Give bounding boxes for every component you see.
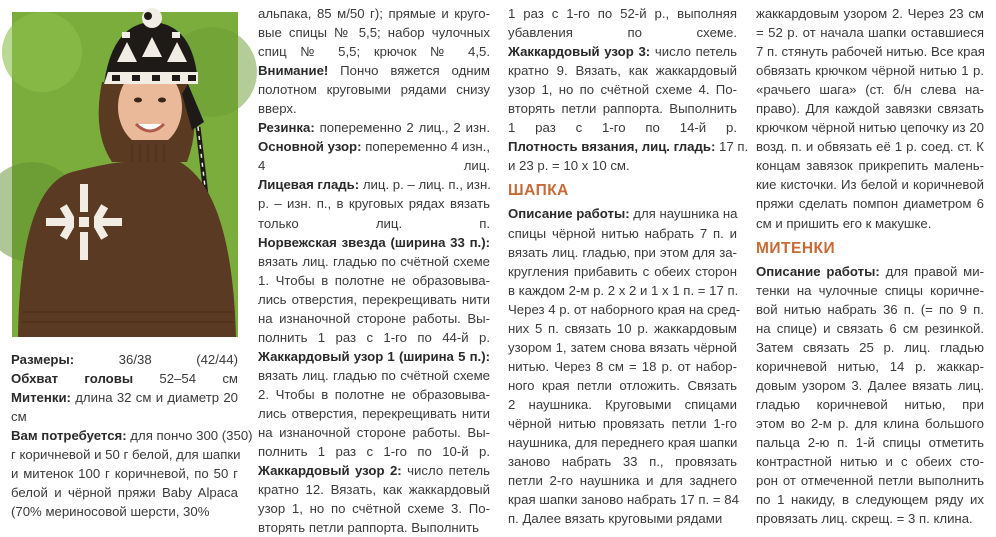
text-run: вязать лиц. гладью, при этом для за- xyxy=(508,244,737,260)
text-run: полнить 1 раз с 1-го по 44-й р. xyxy=(258,329,490,345)
text-line xyxy=(756,281,984,300)
text-run: 1 раз с 1-го по 52-й р., выполняя xyxy=(508,6,737,21)
text-line xyxy=(756,4,984,23)
text-line xyxy=(258,252,490,271)
bold-label: Резинка: xyxy=(258,120,315,136)
text-run: 1. Чтобы в полотне не образовыва- xyxy=(258,272,490,288)
text-line xyxy=(756,42,984,61)
text-run: число петель xyxy=(650,44,737,60)
text-line xyxy=(756,137,984,156)
text-line xyxy=(756,452,984,471)
bold-label: Жаккардовый узор 2: xyxy=(258,463,402,479)
text-run: рон от отмеченной петли выполнить xyxy=(756,473,984,489)
text-line xyxy=(756,99,984,118)
product-photo xyxy=(12,12,238,337)
text-line xyxy=(756,300,984,319)
text-line xyxy=(508,224,737,243)
text-line xyxy=(258,309,490,328)
text-line xyxy=(756,214,984,233)
text-run: крючком чёрной нитью цепочку из 20 xyxy=(756,120,984,136)
section-heading-mittens: МИТЕНКИ xyxy=(756,239,836,257)
text-line xyxy=(508,338,737,357)
text-run: только лиц. п. xyxy=(258,215,490,231)
text-run: и митенок 100 г коричневой, по 50 г xyxy=(11,466,238,482)
text-run: заново набрать 33 п., провязать xyxy=(508,454,737,470)
text-line xyxy=(258,442,490,461)
text-run: 7 п. стянуть рабочей нитью. Все края xyxy=(756,44,985,60)
text-line xyxy=(11,445,241,464)
text-run: кратно 9. Вязать, как жаккардовый xyxy=(508,63,737,79)
text-line xyxy=(11,464,238,483)
text-run: жаккардовым узором 2. Через 23 см xyxy=(756,6,984,21)
text-run: на изнаночной стороне работы. Вы- xyxy=(258,425,490,441)
text-line xyxy=(756,194,984,213)
text-run: контрастной нитью и с обеих сто- xyxy=(756,454,984,470)
text-run: пряжи сделать помпон диаметром 6 xyxy=(756,196,984,212)
text-run: обвязать крючком чёрной нитью 1 р. xyxy=(756,63,984,79)
text-run: лись отверстия, перекрещивать нити xyxy=(258,405,490,421)
text-run: 17 п. xyxy=(715,139,749,155)
text-line xyxy=(508,262,737,281)
bold-label: Жаккардовый узор 3: xyxy=(508,44,651,60)
text-run: попеременно 2 лиц., 2 изн. xyxy=(314,120,490,136)
text-line xyxy=(756,471,984,490)
text-run: (70% мериносовой шерсти, 30% xyxy=(11,504,210,520)
text-run: по 1 накиду, в следующем ряду их xyxy=(756,492,984,508)
text-run: ного края петли отложить. Связать xyxy=(508,377,737,393)
text-line xyxy=(258,423,490,442)
text-line xyxy=(508,137,749,156)
text-line xyxy=(258,461,490,480)
column-3-top-text xyxy=(508,4,749,175)
text-run: концам завязок прикрепить малень- xyxy=(756,158,984,174)
text-line xyxy=(508,414,737,433)
text-run: Затем связать 25 р. лиц. гладью xyxy=(756,339,984,355)
text-line xyxy=(11,388,238,407)
text-line xyxy=(508,4,737,23)
text-run: довым узором 3. Далее вязать лиц. xyxy=(756,377,984,393)
text-line xyxy=(11,407,238,426)
text-run: вверх. xyxy=(258,101,297,117)
text-line xyxy=(258,61,490,80)
text-run: кратно 12. Вязать, как жаккардовый xyxy=(258,482,490,498)
text-run: 2. Чтобы в полотне не образовыва- xyxy=(258,386,490,402)
text-line xyxy=(258,42,490,61)
text-line xyxy=(508,471,737,490)
text-run: лиц. р. – лиц. п., изн. xyxy=(359,177,491,193)
text-line xyxy=(258,4,490,23)
text-run: вые спицы № 5,5; набор чулочных xyxy=(258,25,490,41)
bold-label: Описание работы: xyxy=(756,263,880,279)
text-run: возд. п. и обвязать её 1 р. соед. ст. К xyxy=(756,139,984,155)
text-column-4 xyxy=(756,4,984,528)
text-line xyxy=(756,357,984,376)
text-run: провязать лиц. скрещ. = 3 п. клина. xyxy=(756,511,973,527)
text-line xyxy=(258,290,490,309)
text-run: право). Для каждой завязки связать xyxy=(756,101,984,117)
text-run: коричневой нитью, 14 р. жаккар- xyxy=(756,358,984,374)
text-run: в каждом 2-м р. 2 х 2 и 1 х 1 п. = 17 п. xyxy=(508,282,739,298)
text-line xyxy=(508,42,737,61)
text-run: узором 1, затем снова вязать чёрной xyxy=(508,339,737,355)
text-run: белой и чёрной пряжи Baby Alpaca xyxy=(11,485,238,501)
text-run: лись отверстия, перекрещивать нити xyxy=(258,291,490,307)
text-run: них 5 п. связать 10 р. жаккардовым xyxy=(508,320,737,336)
text-run: 4 лиц. xyxy=(258,158,490,174)
text-line xyxy=(508,509,737,528)
text-run: Пончо вяжется одним xyxy=(328,63,490,79)
text-run: кругления прибавить с обеих сторон xyxy=(508,263,737,279)
text-run: 36/38 (42/44) xyxy=(74,352,238,367)
text-line xyxy=(508,80,737,99)
text-line xyxy=(508,243,737,262)
text-run: = 52 р. от начала шапки оставшиеся xyxy=(756,25,984,41)
text-line xyxy=(258,499,490,518)
text-line xyxy=(508,433,737,452)
text-run: на спице) и связать 6 см резинкой. xyxy=(756,320,984,336)
text-run: нитью. Через 8 см = 18 р. от набор- xyxy=(508,358,737,374)
text-line xyxy=(258,23,490,42)
text-line xyxy=(756,395,984,414)
text-line xyxy=(756,509,984,528)
text-line xyxy=(756,61,984,80)
bold-label: Вам потребуется: xyxy=(11,428,127,444)
text-line xyxy=(756,376,984,395)
text-line xyxy=(11,350,238,369)
text-run: края шапки заново набрать 17 п. = 84 xyxy=(508,492,739,508)
text-run: петли 2-го наушника и для заднего xyxy=(508,473,737,489)
text-line xyxy=(258,194,490,213)
text-line xyxy=(756,319,984,338)
text-line xyxy=(756,338,984,357)
text-run: пальца 2-ю п. 1-й спицы отметить xyxy=(756,435,984,451)
text-run: альпака, 85 м/50 г); прямые и круго- xyxy=(258,6,490,21)
bold-label: Плотность вязания, лиц. гладь: xyxy=(508,139,716,155)
text-line xyxy=(756,262,984,281)
text-line xyxy=(508,376,737,395)
text-line xyxy=(756,80,984,99)
bold-label: Митенки: xyxy=(11,390,71,406)
text-line xyxy=(258,175,490,194)
text-run: «рачьего шага» (ст. б/н слева на- xyxy=(756,82,984,98)
text-line xyxy=(508,281,737,300)
bold-label: Размеры: xyxy=(11,352,75,367)
column-4-top-text xyxy=(756,4,984,233)
text-run: вой нитью набрать 36 п. (= по 9 п. xyxy=(756,301,984,317)
text-run: 2 наушника. Круговыми спицами xyxy=(508,396,737,412)
text-run: Через 4 р. от наборного края на сред- xyxy=(508,301,741,317)
text-line xyxy=(258,99,490,118)
text-run: вязать лиц. гладью по счётной схеме xyxy=(258,253,490,269)
column-4-bottom-text xyxy=(756,262,984,529)
bold-label: Лицевая гладь: xyxy=(258,177,360,193)
text-line xyxy=(258,214,490,233)
text-line xyxy=(756,490,984,509)
text-run: на изнаночной стороне работы. Вы- xyxy=(258,310,490,326)
text-run: вязать лиц. гладью по счётной схеме xyxy=(258,367,490,383)
text-run: г коричневой и 50 г белой, для шапки xyxy=(11,447,241,463)
text-line xyxy=(508,99,737,118)
text-run: узор 1, но по счётной схеме 4. По- xyxy=(508,82,737,98)
text-line xyxy=(756,118,984,137)
text-column-1 xyxy=(11,350,253,521)
text-run: узор 1, но по счётной схеме 3. По- xyxy=(258,501,490,517)
text-run: число петель xyxy=(401,463,490,479)
text-line xyxy=(508,156,737,175)
text-line xyxy=(258,233,490,252)
text-run: чёрной нитью провязать петли 1-го xyxy=(508,415,737,431)
text-run: кие кисточки. Из белой и коричневой xyxy=(756,177,984,193)
text-run: 52–54 см xyxy=(133,371,238,387)
text-line xyxy=(258,137,490,156)
text-run: для правой ми- xyxy=(879,263,985,279)
section-heading-hat: ШАПКА xyxy=(508,182,569,200)
column-3-bottom-text xyxy=(508,204,741,528)
text-line xyxy=(258,80,490,99)
text-line xyxy=(258,366,490,385)
text-run: гладью коричневой нитью, при xyxy=(756,396,984,412)
bold-label: Жаккардовый узор 1 (ширина 5 п.): xyxy=(258,348,490,364)
text-line xyxy=(508,452,737,471)
text-run: попеременно 4 изн., xyxy=(361,139,490,155)
bold-label: Обхват головы xyxy=(11,371,134,387)
text-line xyxy=(258,404,490,423)
text-line xyxy=(508,118,737,137)
text-run: п. Далее вязать круговыми рядами xyxy=(508,511,723,527)
text-line xyxy=(508,23,737,42)
text-line xyxy=(258,271,490,290)
text-line xyxy=(756,175,984,194)
text-run: убавления по схеме. xyxy=(508,25,737,41)
text-run: для пончо 300 (350) xyxy=(126,428,253,444)
text-line xyxy=(258,518,490,537)
text-run: и 23 р. = 10 х 10 см. xyxy=(508,158,630,174)
text-line xyxy=(756,433,984,452)
text-run: тенки на чулочные спицы коричне- xyxy=(756,282,984,298)
text-run: 1 раз с 1-го по 14-й р. xyxy=(508,120,737,136)
text-line xyxy=(258,118,490,137)
text-line xyxy=(756,414,984,433)
text-run: полнить 1 раз с 1-го по 10-й р. xyxy=(258,444,490,460)
text-run: полотном круговыми рядами снизу xyxy=(258,82,490,98)
text-line xyxy=(258,156,490,175)
text-line xyxy=(258,385,490,404)
text-column-3 xyxy=(508,4,749,528)
text-line xyxy=(508,395,737,414)
text-run: спиц № 5,5; крючок № 4,5. xyxy=(258,44,490,60)
text-run: длина 32 см и диаметр 20 xyxy=(70,390,238,406)
bold-label: Основной узор: xyxy=(258,139,362,155)
text-column-2 xyxy=(258,4,490,537)
text-run: см xyxy=(11,409,27,425)
text-run: спицы чёрной нитью набрать 7 п. и xyxy=(508,225,737,241)
text-run: вторять петли раппорта. Выполнить xyxy=(508,101,737,117)
model-photo-illustration xyxy=(12,12,238,337)
text-run: вторять петли раппорта. Выполнить xyxy=(258,520,479,536)
bold-label: Описание работы: xyxy=(508,206,630,222)
text-line xyxy=(258,328,490,347)
text-run: наушника, для переднего края шапки xyxy=(508,435,738,451)
text-line xyxy=(258,480,490,499)
text-line xyxy=(508,490,737,509)
text-line xyxy=(11,502,238,521)
text-run: для наушника на xyxy=(629,206,738,222)
bold-label: Норвежская звезда (ширина 33 п.): xyxy=(258,234,490,250)
text-line xyxy=(258,347,490,366)
text-line xyxy=(508,300,741,319)
text-line xyxy=(508,61,737,80)
text-line xyxy=(11,369,238,388)
text-line xyxy=(11,426,253,445)
text-line xyxy=(508,357,737,376)
text-run: см и пришить его к макушке. xyxy=(756,215,932,231)
text-line xyxy=(756,23,984,42)
bold-label: Внимание! xyxy=(258,63,329,79)
text-line xyxy=(508,319,737,338)
text-line xyxy=(11,483,238,502)
text-run: р. – изн. п., в круговых рядах вязать xyxy=(258,196,490,212)
text-line xyxy=(756,156,984,175)
text-run: этом во 2-м р. для клина большого xyxy=(756,415,984,431)
text-line xyxy=(508,204,737,223)
